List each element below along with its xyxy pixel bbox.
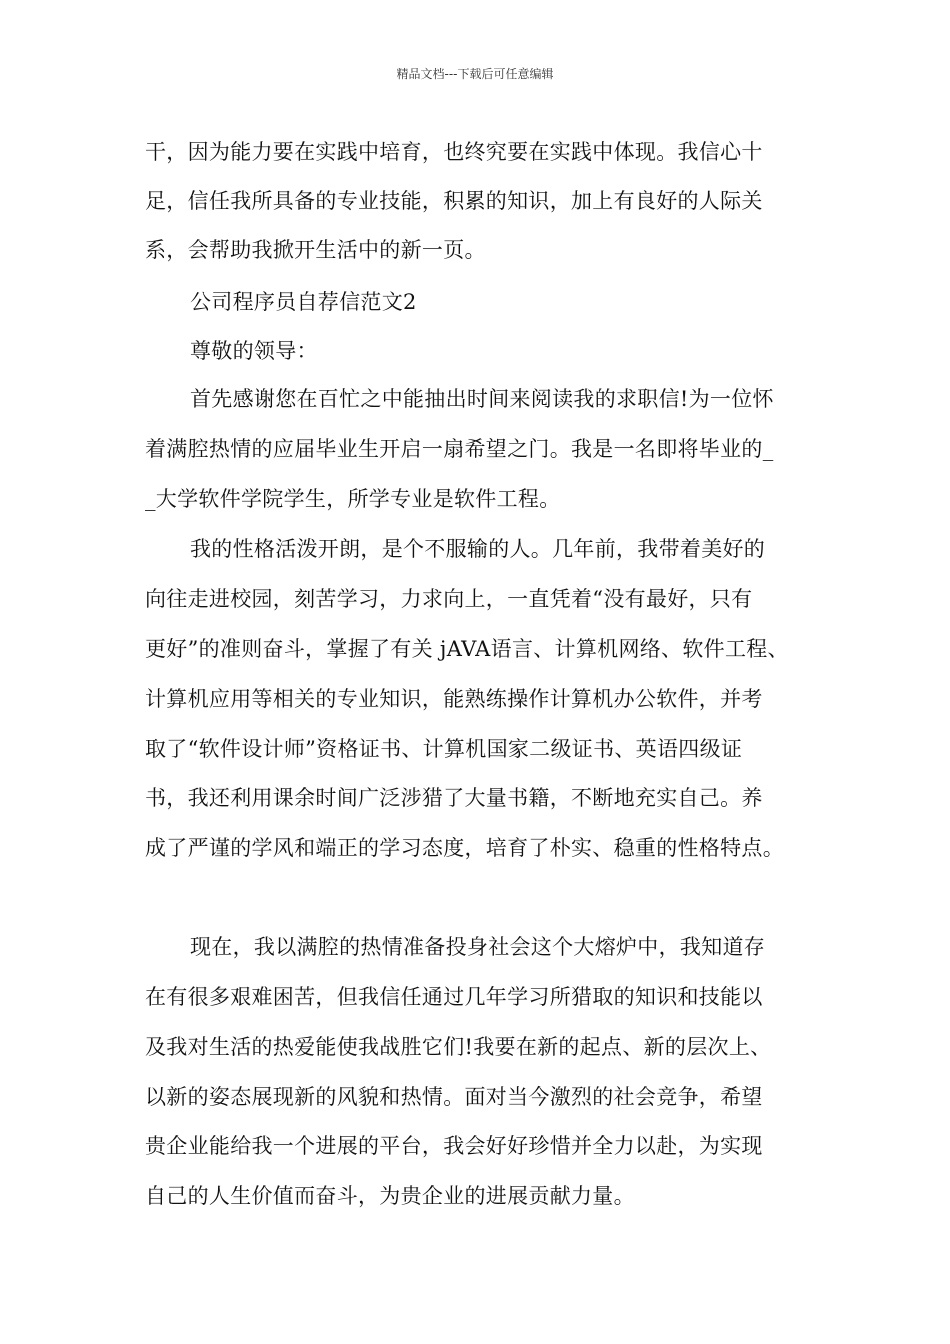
page-header: 精品文档---下载后可任意编辑 (396, 67, 554, 81)
body-line: 我的性格活泼开朗，是个不服输的人。几年前，我带着美好的 (190, 537, 766, 561)
body-line: 贵企业能给我一个进展的平台，我会好好珍惜并全力以赴，为实现 (145, 1134, 763, 1158)
body-line: 计算机应用等相关的专业知识，能熟练操作计算机办公软件，并考 (145, 687, 763, 711)
body-line: 在有很多艰难困苦，但我信任通过几年学习所猎取的知识和技能以 (145, 985, 763, 1009)
body-line: 足，信任我所具备的专业技能，积累的知识，加上有良好的人际关 (145, 189, 763, 213)
body-line: 以新的姿态展现新的风貌和热情。面对当今激烈的社会竞争，希望 (145, 1085, 763, 1109)
section-title: 公司程序员自荐信范文2 (190, 290, 417, 314)
body-line: 向往走进校园，刻苦学习，力求向上，一直凭着“没有最好，只有 (145, 587, 753, 611)
body-line: 及我对生活的热爱能使我战胜它们!我要在新的起点、新的层次上、 (145, 1035, 772, 1059)
body-line: 系，会帮助我掀开生活中的新一页。 (145, 238, 486, 262)
body-line: 取了“软件设计师”资格证书、计算机国家二级证书、英语四级证 (145, 737, 743, 761)
body-line: 首先感谢您在百忙之中能抽出时间来阅读我的求职信!为一位怀 (190, 387, 774, 411)
body-line: 更好”的准则奋斗，掌握了有关 jAVA语言、计算机网络、软件工程、 (145, 637, 789, 661)
body-line: 自己的人生价值而奋斗，为贵企业的进展贡献力量。 (145, 1184, 635, 1208)
salutation: 尊敬的领导： (190, 339, 318, 363)
body-line: 着满腔热情的应届毕业生开启一扇希望之门。我是一名即将毕业的_ (145, 437, 774, 461)
body-line: _大学软件学院学生，所学专业是软件工程。 (145, 487, 561, 511)
body-line: 成了严谨的学风和端正的学习态度，培育了朴实、稳重的性格特点。 (145, 836, 784, 860)
body-line: 干，因为能力要在实践中培育，也终究要在实践中体现。我信心十 (145, 140, 763, 164)
body-line: 现在，我以满腔的热情准备投身社会这个大熔炉中，我知道存 (190, 935, 766, 959)
body-line: 书，我还利用课余时间广泛涉猎了大量书籍，不断地充实自己。养 (145, 786, 763, 810)
